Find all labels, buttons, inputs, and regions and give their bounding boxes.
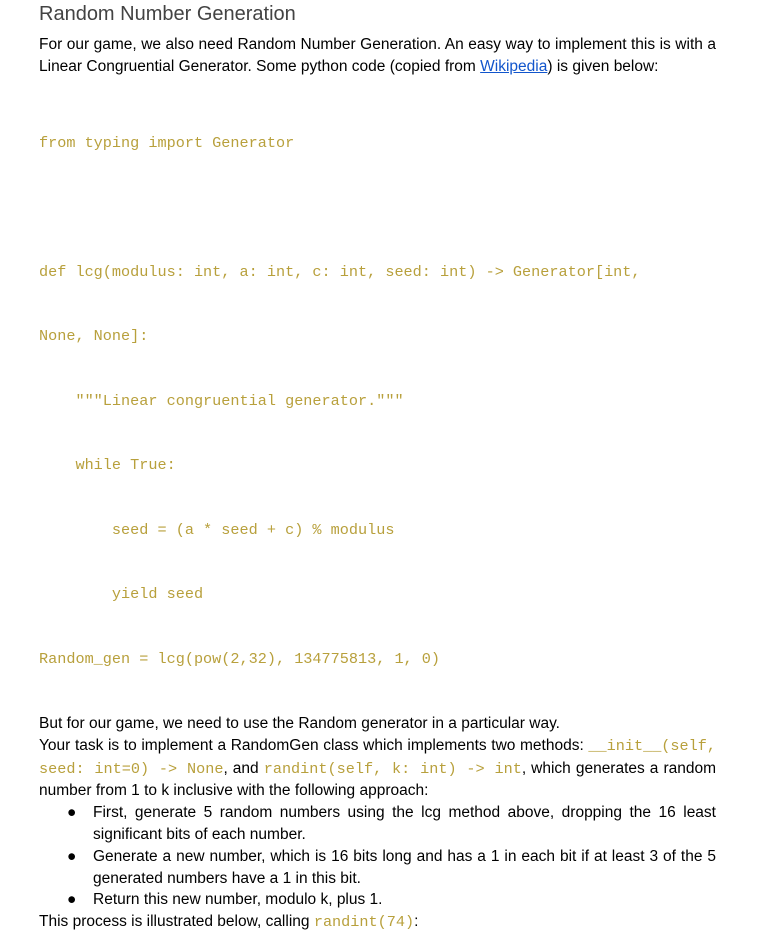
list-item-text: Generate a new number, which is 16 bits long and has a 1 in each bit if at least 3 of the 5 generated numbers have a 1 in this bit. — [93, 847, 716, 887]
algorithm-steps-list — [39, 802, 716, 911]
code-line — [39, 197, 716, 219]
task-paragraph — [39, 735, 716, 802]
code-block — [39, 90, 716, 714]
game-usage-paragraph: But for our game, we need to use the Random generator in a particular way. — [39, 715, 560, 733]
code-line: Random_gen = lcg(pow(2,32), 134775813, 1, 0) — [39, 649, 441, 668]
list-item-text: Return this new number, modulo k, plus 1. — [93, 891, 383, 909]
bullet-icon: ● — [67, 891, 77, 909]
closing-text: This process is illustrated below, calling — [39, 913, 314, 931]
randint-method-code: randint(self, k: int) -> int — [263, 759, 522, 778]
wikipedia-link[interactable]: Wikipedia — [480, 57, 548, 75]
bullet-icon: ● — [67, 804, 77, 822]
closing-paragraph — [39, 911, 716, 934]
code-line: seed = (a * seed + c) % modulus — [39, 520, 395, 539]
list-item — [39, 889, 716, 911]
list-item — [39, 802, 716, 846]
init-method-code: __init__(self, seed: int=0) -> None — [39, 736, 716, 778]
code-line: """Linear congruential generator.""" — [39, 391, 404, 410]
code-line: while True: — [39, 456, 176, 475]
task-text-intro: Your task is to implement a RandomGen class which implements two methods: — [39, 736, 589, 754]
list-item — [39, 846, 716, 890]
task-text-description: , which generates a random number from 1 to k inclusive with the following approach: — [39, 759, 717, 800]
code-line: from typing import Generator — [39, 133, 295, 152]
randint-call-code: randint(74) — [313, 913, 415, 932]
code-line: None, None]: — [39, 327, 149, 346]
closing-suffix: : — [414, 913, 419, 931]
task-text-and: , and — [223, 759, 264, 777]
bullet-icon: ● — [67, 847, 77, 865]
document-body — [39, 0, 716, 934]
code-line: yield seed — [39, 585, 204, 604]
intro-text-before-link: For our game, we also need Random Number Generation. An easy way to implement this is with a Linear Congruential Generator. Some python code (copied from — [39, 36, 716, 75]
code-line: def lcg(modulus: int, a: int, c: int, seed: int) -> Generator[int, — [39, 262, 641, 281]
section-heading: Random Number Generation — [39, 3, 296, 25]
intro-text-after-link: ) is given below: — [547, 57, 659, 75]
list-item-text: First, generate 5 random numbers using the lcg method above, dropping the 16 least significant bits of each number. — [93, 804, 716, 844]
intro-paragraph — [39, 34, 716, 78]
